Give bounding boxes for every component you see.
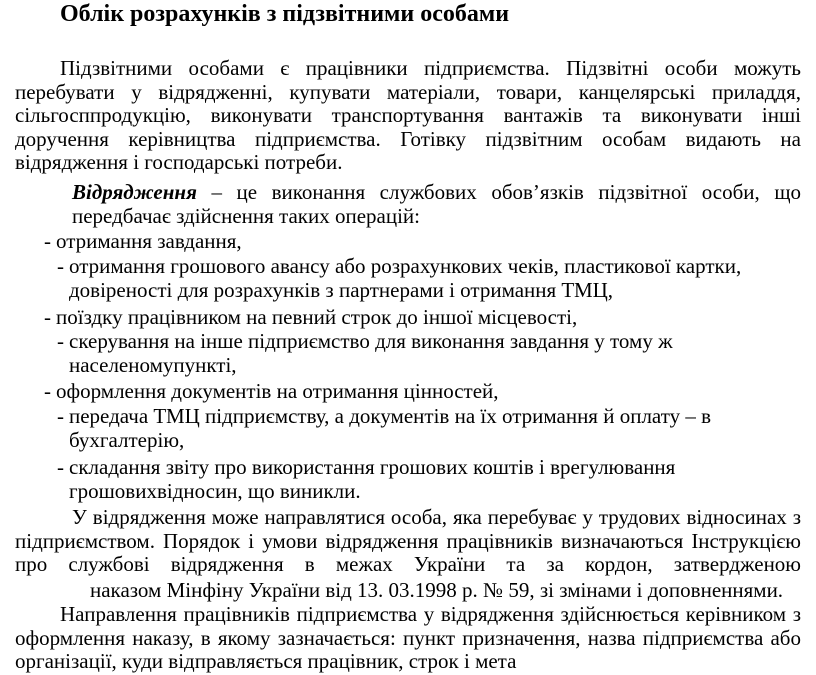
list-item <box>57 405 757 452</box>
list-item <box>44 306 784 330</box>
list-item <box>44 380 784 404</box>
paragraph-direction: Направлення працівників підприємства у відрядження здійснюється керівником з оформлення наказу, в якому зазначається: пункт призначення, назва підприємства або організації, куди відправляється працівник, строк і мета <box>15 602 801 674</box>
list-dash: - <box>44 305 51 329</box>
paragraph-regulation: У відрядження може направлятися особа, яка перебуває у трудових відносинах з підприємством. Порядок і умови відрядження працівників визначаються Інструкцією про службові відрядження в межах України та за кордон, затвердженою <box>15 505 801 577</box>
definition-text: – це виконання службових обов’язків підзвітної особи, що передбачає здійснення таких операцій: <box>72 180 801 228</box>
list-item-text: оформлення документів на отримання цінностей, <box>56 379 499 403</box>
list-item <box>57 255 797 302</box>
list-item-text: передача ТМЦ підприємству, а документів на їх отримання й оплату – в бухгалтерію, <box>69 404 712 452</box>
list-item-text: поїздку працівником на певний строк до іншої місцевості, <box>56 305 578 329</box>
list-item-text: скерування на інше підприємство для виконання завдання у тому ж населеномупункті, <box>69 329 673 377</box>
list-item <box>44 230 784 254</box>
list-item-text: отримання завдання, <box>56 229 242 253</box>
list-item-text: отримання грошового авансу або розрахункових чеків, пластикової картки, довіреності для розрахунків з партнерами і отримання ТМЦ, <box>69 254 742 302</box>
list-dash: - <box>57 455 64 479</box>
document-title: Облік розрахунків з підзвітними особами <box>60 1 510 27</box>
list-dash: - <box>44 379 51 403</box>
list-dash: - <box>57 404 64 428</box>
list-item-text: складання звіту про використання грошових коштів і врегулювання грошовихвідносин, що виникли. <box>69 455 676 503</box>
paragraph-regulation-end: наказом Мінфіну України від 13. 03.1998 р. № 59, зі змінами і доповненнями. <box>90 578 784 602</box>
list-dash: - <box>57 254 64 278</box>
list-dash: - <box>44 229 51 253</box>
list-item <box>57 330 797 377</box>
list-dash: - <box>57 329 64 353</box>
definition-paragraph <box>72 181 801 228</box>
definition-term: Відрядження <box>72 180 197 204</box>
list-item <box>57 456 717 503</box>
paragraph-intro: Підзвітними особами є працівники підприємства. Підзвітні особи можуть перебувати у відрядженні, купувати матеріали, товари, канцелярські приладдя, сільгосппродукцію, виконувати транспортування вантажів та виконувати інші доручення керівництва підприємства. Готівку підзвітним особам видають на відрядження і господарські потреби. <box>15 56 801 175</box>
